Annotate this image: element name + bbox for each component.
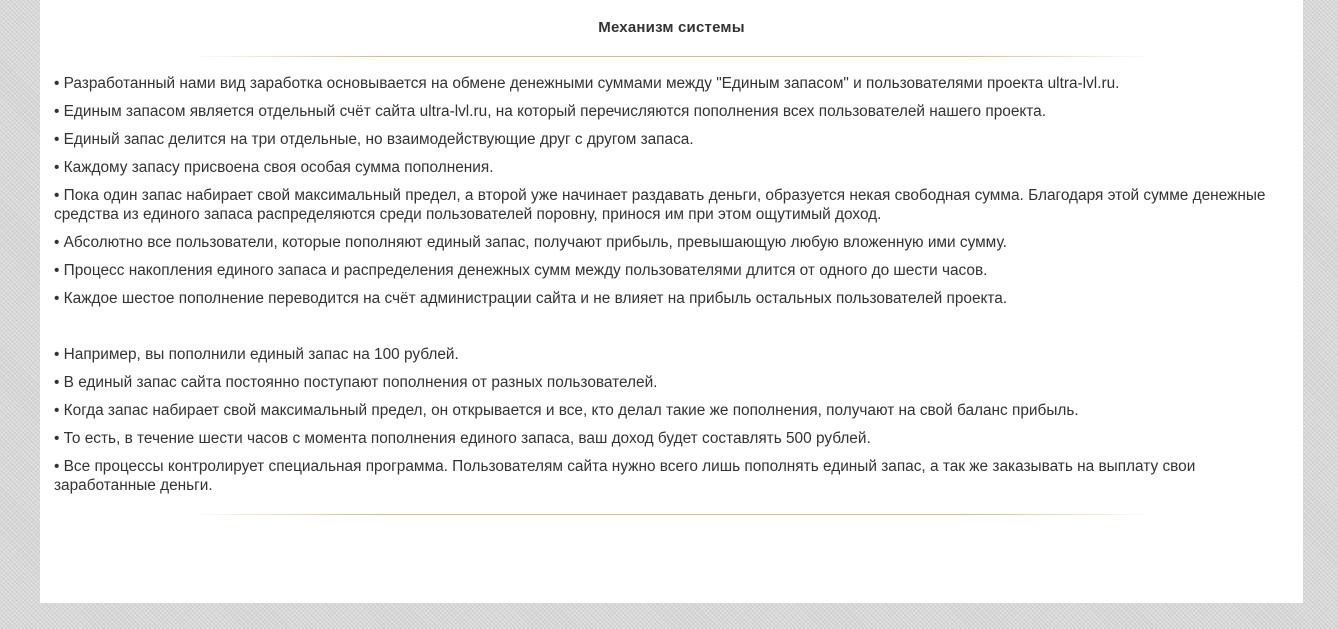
content-panel xyxy=(40,0,1303,603)
list-item: • Единый запас делится на три отдельные, но взаимодействующие друг с другом запаса. xyxy=(54,131,694,148)
example-item: • Например, вы пополнили единый запас на 100 рублей. xyxy=(54,346,459,363)
bottom-divider xyxy=(190,514,1153,515)
example-item: • Все процессы контролирует специальная программа. Пользователям сайта нужно всего лишь пополнять единый запас, а так же заказывать на выплату свои заработанные деньги. xyxy=(54,458,1196,494)
example-item: • Когда запас набирает свой максимальный предел, он открывается и все, кто делал такие же пополнения, получают на свой баланс прибыль. xyxy=(54,402,1079,419)
list-item: • Единым запасом является отдельный счёт сайта ultra-lvl.ru, на который перечисляются пополнения всех пользователей нашего проекта. xyxy=(54,103,1047,120)
example-item: • В единый запас сайта постоянно поступают пополнения от разных пользователей. xyxy=(54,374,658,391)
section-title: Механизм системы xyxy=(598,19,745,36)
mechanism-list xyxy=(54,74,1279,504)
list-item: • Каждое шестое пополнение переводится на счёт администрации сайта и не влияет на прибыль остальных пользователей проекта. xyxy=(54,290,1008,307)
list-item: • Пока один запас набирает свой максимальный предел, а второй уже начинает раздавать деньги, образуется некая свободная сумма. Благодаря этой сумме денежные средства из единого запаса распределяются среди пользователей поровну, принося им при этом ощутимый доход. xyxy=(54,187,1266,223)
top-divider xyxy=(190,56,1153,57)
list-item: • Каждому запасу присвоена своя особая сумма пополнения. xyxy=(54,159,494,176)
list-item: • Абсолютно все пользователи, которые пополняют единый запас, получают прибыль, превышающую любую вложенную ими сумму. xyxy=(54,234,1007,251)
example-item: • То есть, в течение шести часов с момента пополнения единого запаса, ваш доход будет составлять 500 рублей. xyxy=(54,430,871,447)
list-spacer xyxy=(54,317,1279,345)
list-item: • Процесс накопления единого запаса и распределения денежных сумм между пользователями длится от одного до шести часов. xyxy=(54,262,988,279)
list-item: • Разработанный нами вид заработка основывается на обмене денежными суммами между "Единым запасом" и пользователями проекта ultra-lvl.ru. xyxy=(54,75,1120,92)
